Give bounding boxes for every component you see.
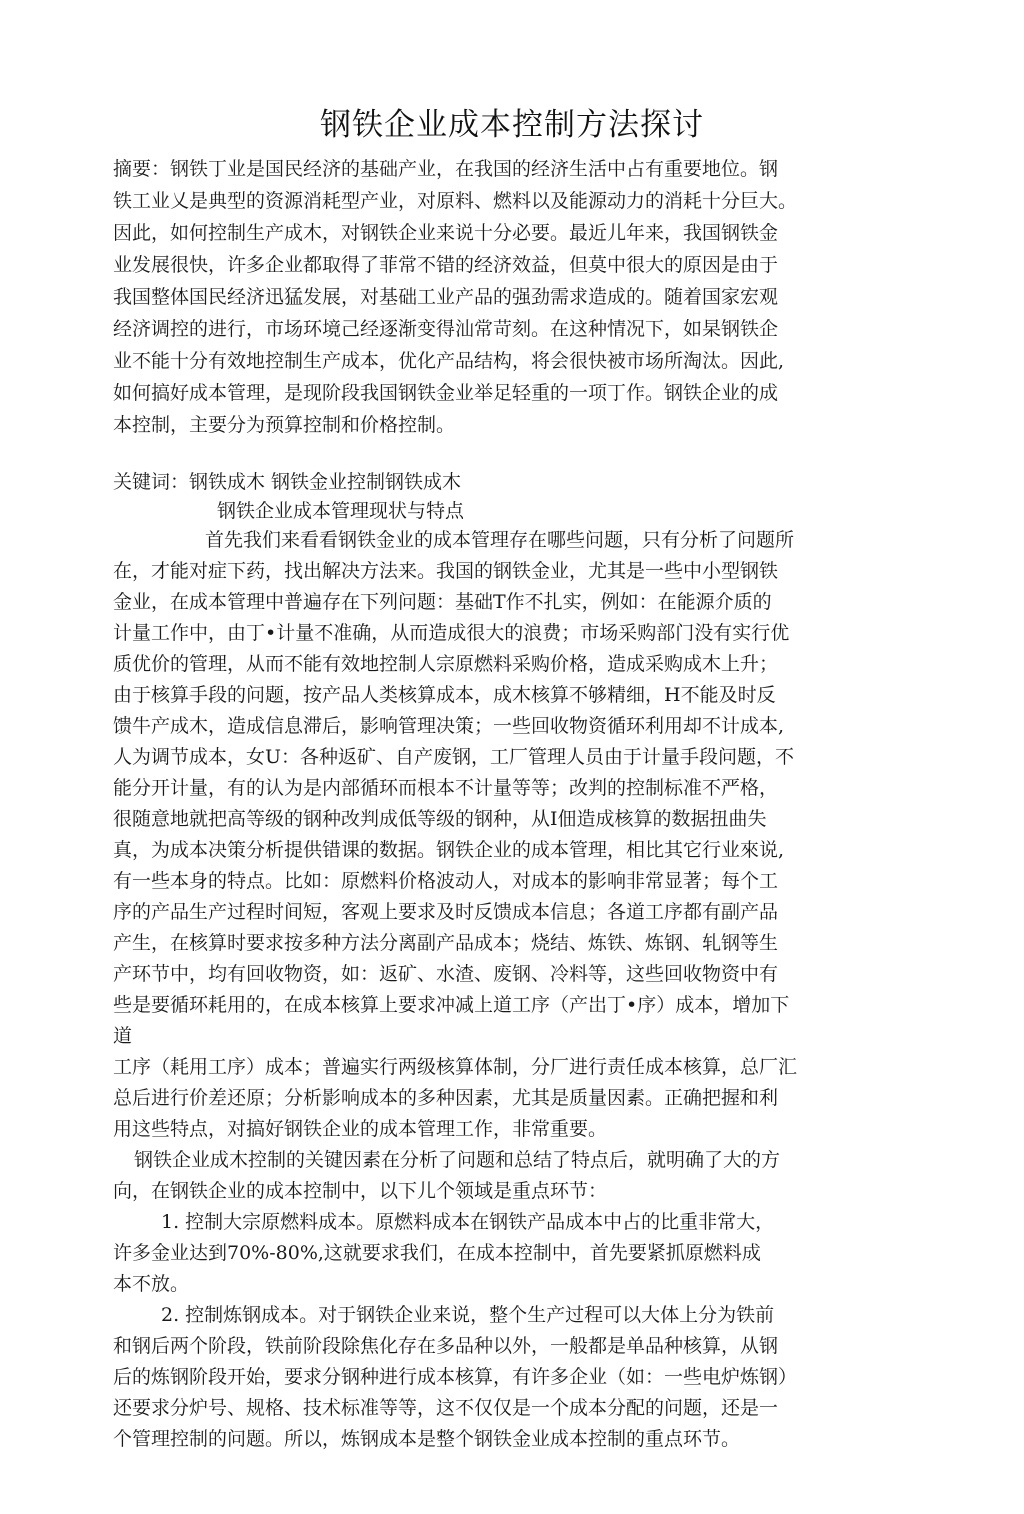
item-1-line-2: 许多金业达到70%-80%,这就要求我们，在成本控制中，首先要紧抓原燃料成 (113, 1242, 761, 1264)
body-line-9: 能分开计量，有的认为是内部循环而根本不计量等等；改判的控制标准不严格， (113, 777, 779, 799)
body-line-14: 产生，在核算时要求按多种方法分离副产品成本；烧结、炼铁、炼钢、轧钢等生 (113, 932, 779, 954)
abstract-line-1: 摘要：钢铁丁业是国民经济的基础产业，在我国的经济生活中占有重要地位。钢 (113, 158, 779, 180)
body-line-2: 在，才能对症下药，找出解决方法来。我国的钢铁金业，尤其是一些中小型钢铁 (113, 560, 779, 582)
item-1-line-3: 本不放。 (113, 1273, 190, 1295)
body-line-6: 由于核算手段的问题，按产品人类核算成本，成木核算不够精细，H不能及时反 (113, 684, 776, 706)
body-line-7: 馈牛产成木，造成信息滞后，影响管理决策；一些回收物资循环利用却不计成本, (113, 715, 785, 737)
body-line-16: 些是要循环耗用的，在成本核算上要求冲减上道工序（产岀丁•序）成本，增加下 (113, 994, 790, 1016)
keywords-line: 关键词：钢铁成木 钢铁金业控制钢铁成木 (113, 471, 462, 493)
body-line-3: 金业，在成本管理中普遍存在下列问题：基础T作不扎实，例如：在能源介质的 (113, 591, 772, 613)
body-line-18: 工序（耗用工序）成本；普遍实行两级核算体制，分厂进行责任成本核算，总厂汇 (113, 1056, 798, 1078)
item-2-line-2: 和钢后两个阶段，铁前阶段除焦化存在多品种以外，一般都是单品种核算，从钢 (113, 1335, 779, 1357)
document-title: 钢铁企业成本控制方法探讨 (320, 107, 704, 143)
abstract-line-5: 我国整体国民经济迅猛发展，对基础工业产品的强劲需求造成的。随着国家宏观 (113, 286, 779, 308)
body-line-8: 人为调节成本，女U：各种返矿、自产废钢，工厂管理人员由于计量手段问题，不 (113, 746, 795, 768)
item-2-line-1: 2. 控制炼钢成本。对于钢铁企业来说，整个生产过程可以大体上分为铁前 (161, 1304, 775, 1326)
section-heading: 钢铁企业成本管理现状与特点 (217, 500, 465, 522)
abstract-line-8: 如何搞好成本管理，是现阶段我国钢铁金业举足轻重的一项丁作。钢铁企业的成 (113, 382, 779, 404)
abstract-line-3: 因此，如何控制生产成木，对钢铁企业来说十分必要。最近儿年来，我国钢铁金 (113, 222, 779, 244)
item-2-line-5: 个管理控制的问题。所以，炼钢成本是整个钢铁金业成本控制的重点环节。 (113, 1428, 741, 1450)
body-line-1: 首先我们来看看钢铁金业的成本管理存在哪些问题，只有分析了问题所 (205, 529, 795, 551)
abstract-line-4: 业发展很快，许多企业都取得了菲常不错的经济效益，但莫中很大的原因是由于 (113, 254, 779, 276)
key-factors-line-1: 钢铁企业成木控制的关键因素在分析了问题和总结了特点后，就明确了大的方 (134, 1149, 781, 1171)
item-1-line-1: 1. 控制大宗原燃料成本。原燃料成本在钢铁产品成本中占的比重非常大， (161, 1211, 775, 1233)
abstract-line-2: 铁工业乂是典型的资源消耗型产业，对原料、燃料以及能源动力的消耗十分巨大。 (113, 190, 798, 212)
body-line-17: 道 (113, 1025, 133, 1047)
body-line-12: 有一些本身的特点。比如：原燃料价格波动人，对成本的影响非常显著；每个工 (113, 870, 779, 892)
body-line-11: 真，为成本决策分析提供错课的数据。钢铁企业的成本管理，相比其它行业來说, (113, 839, 785, 861)
key-factors-line-2: 向，在钢铁企业的成本控制中，以下儿个领域是重点环节： (113, 1180, 608, 1202)
body-line-20: 用这些特点，对搞好钢铁企业的成本管理工作，非常重要。 (113, 1118, 608, 1140)
body-line-10: 很随意地就把高等级的钢种改判成低等级的钢种，从I佃造成核算的数据扭曲失 (113, 808, 767, 830)
abstract-line-7: 业不能十分有效地控制生产成本，优化产品结构，将会很快被市场所淘汰。因此, (113, 350, 785, 372)
body-line-5: 质优价的管理，从而不能有效地控制人宗原燃料采购价格，造成采购成木上升； (113, 653, 779, 675)
body-line-13: 序的产品生产过程时间短，客观上要求及时反馈成本信息；各道工序都有副产品 (113, 901, 779, 923)
body-line-19: 总后进行价差还原；分析影响成本的多种因素，尤其是质量因素。正确把握和利 (113, 1087, 779, 1109)
item-2-line-4: 还要求分炉号、规格、技术标准等等，这不仅仅是一个成本分配的问题，还是一 (113, 1397, 779, 1419)
abstract-line-9: 本控制，主要分为预算控制和价格控制。 (113, 414, 456, 436)
body-line-4: 计量工作中，由丁•计量不准确，从而造成很大的浪费；市场采购部门没有实行优 (113, 622, 790, 644)
abstract-line-6: 经济调控的进行，市场环境己经逐渐变得汕常苛刻。在这种情况下，如杲钢铁企 (113, 318, 779, 340)
item-2-line-3: 后的炼钢阶段开始，要求分钢种进行成本核算，有许多企业（如：一些电炉炼钢） (113, 1366, 798, 1388)
body-line-15: 产环节中，均有回收物资，如：返矿、水渣、废钢、冷料等，这些回收物资中有 (113, 963, 779, 985)
